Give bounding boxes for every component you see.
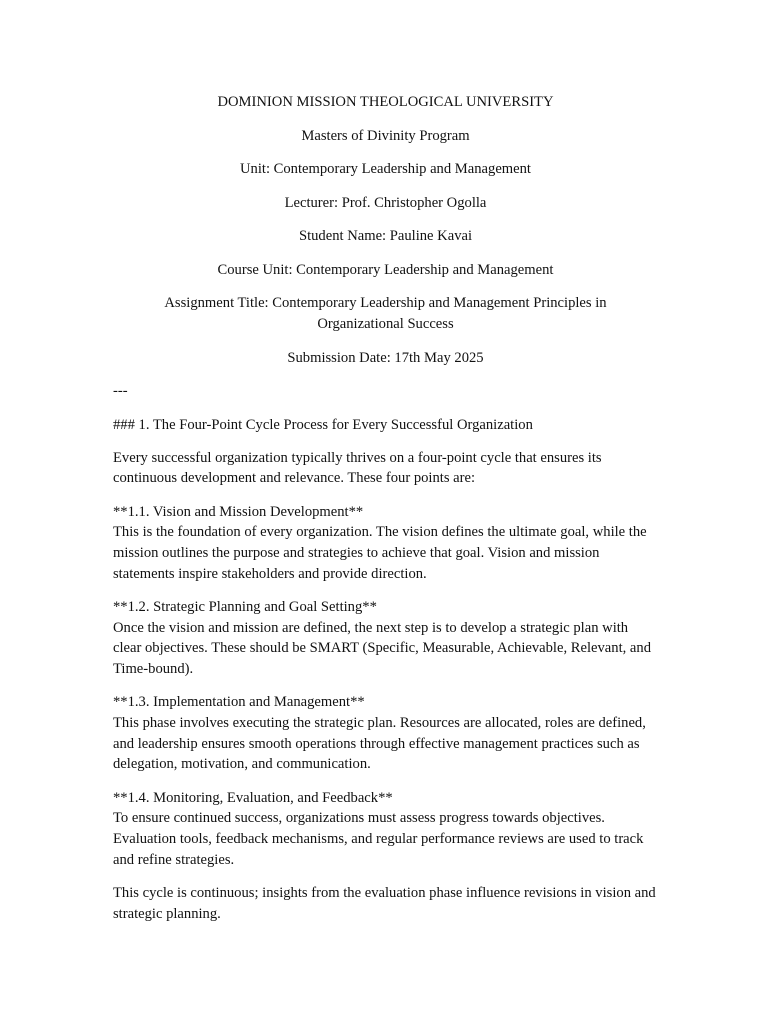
document-page bbox=[113, 92, 658, 937]
lecturer-line: Lecturer: Prof. Christopher Ogolla bbox=[284, 194, 487, 211]
university-name: DOMINION MISSION THEOLOGICAL UNIVERSITY bbox=[217, 94, 554, 110]
section-intro: Every successful organization typically thrives on a four-point cycle that ensures its continuous development and relevance. These four points are: bbox=[113, 449, 602, 487]
unit-line: Unit: Contemporary Leadership and Management bbox=[240, 161, 531, 177]
point-3-title: **1.3. Implementation and Management** bbox=[113, 694, 365, 711]
point-3 bbox=[113, 692, 658, 775]
section-conclusion: This cycle is continuous; insights from the evaluation phase influence revisions in vision and strategic planning. bbox=[113, 884, 656, 922]
section-heading: ### 1. The Four-Point Cycle Process for Every Successful Organization bbox=[113, 416, 533, 433]
point-4 bbox=[113, 788, 658, 871]
point-4-body: To ensure continued success, organizations must assess progress towards objectives. Evaluation tools, feedback mechanisms, and regular performance reviews are used to track and refine strategies. bbox=[113, 810, 644, 868]
point-1 bbox=[113, 502, 658, 585]
point-3-body: This phase involves executing the strategic plan. Resources are allocated, roles are defined, and leadership ensures smooth operations through effective management practices such as delegation, motivation, and communication. bbox=[113, 714, 646, 773]
point-2-body: Once the vision and mission are defined, the next step is to develop a strategic plan with clear objectives. These should be SMART (Specific, Measurable, Achievable, Relevant, and Time-bound). bbox=[113, 619, 651, 678]
submission-date: Submission Date: 17th May 2025 bbox=[287, 349, 484, 366]
separator: --- bbox=[113, 383, 128, 399]
point-2 bbox=[113, 597, 658, 680]
assignment-title: Assignment Title: Contemporary Leadership and Management Principles in Organizational Success bbox=[164, 295, 607, 332]
point-1-title: **1.1. Vision and Mission Development** bbox=[113, 503, 364, 520]
program-name: Masters of Divinity Program bbox=[301, 127, 470, 144]
point-4-title: **1.4. Monitoring, Evaluation, and Feedback** bbox=[113, 789, 393, 806]
point-2-title: **1.2. Strategic Planning and Goal Setting** bbox=[113, 598, 377, 615]
point-1-body: This is the foundation of every organization. The vision defines the ultimate goal, while the mission outlines the purpose and strategies to achieve that goal. Vision and mission statements inspire stakeholders and provide direction. bbox=[113, 524, 647, 582]
course-unit-line: Course Unit: Contemporary Leadership and Management bbox=[217, 261, 554, 278]
student-name-line: Student Name: Pauline Kavai bbox=[298, 228, 473, 244]
